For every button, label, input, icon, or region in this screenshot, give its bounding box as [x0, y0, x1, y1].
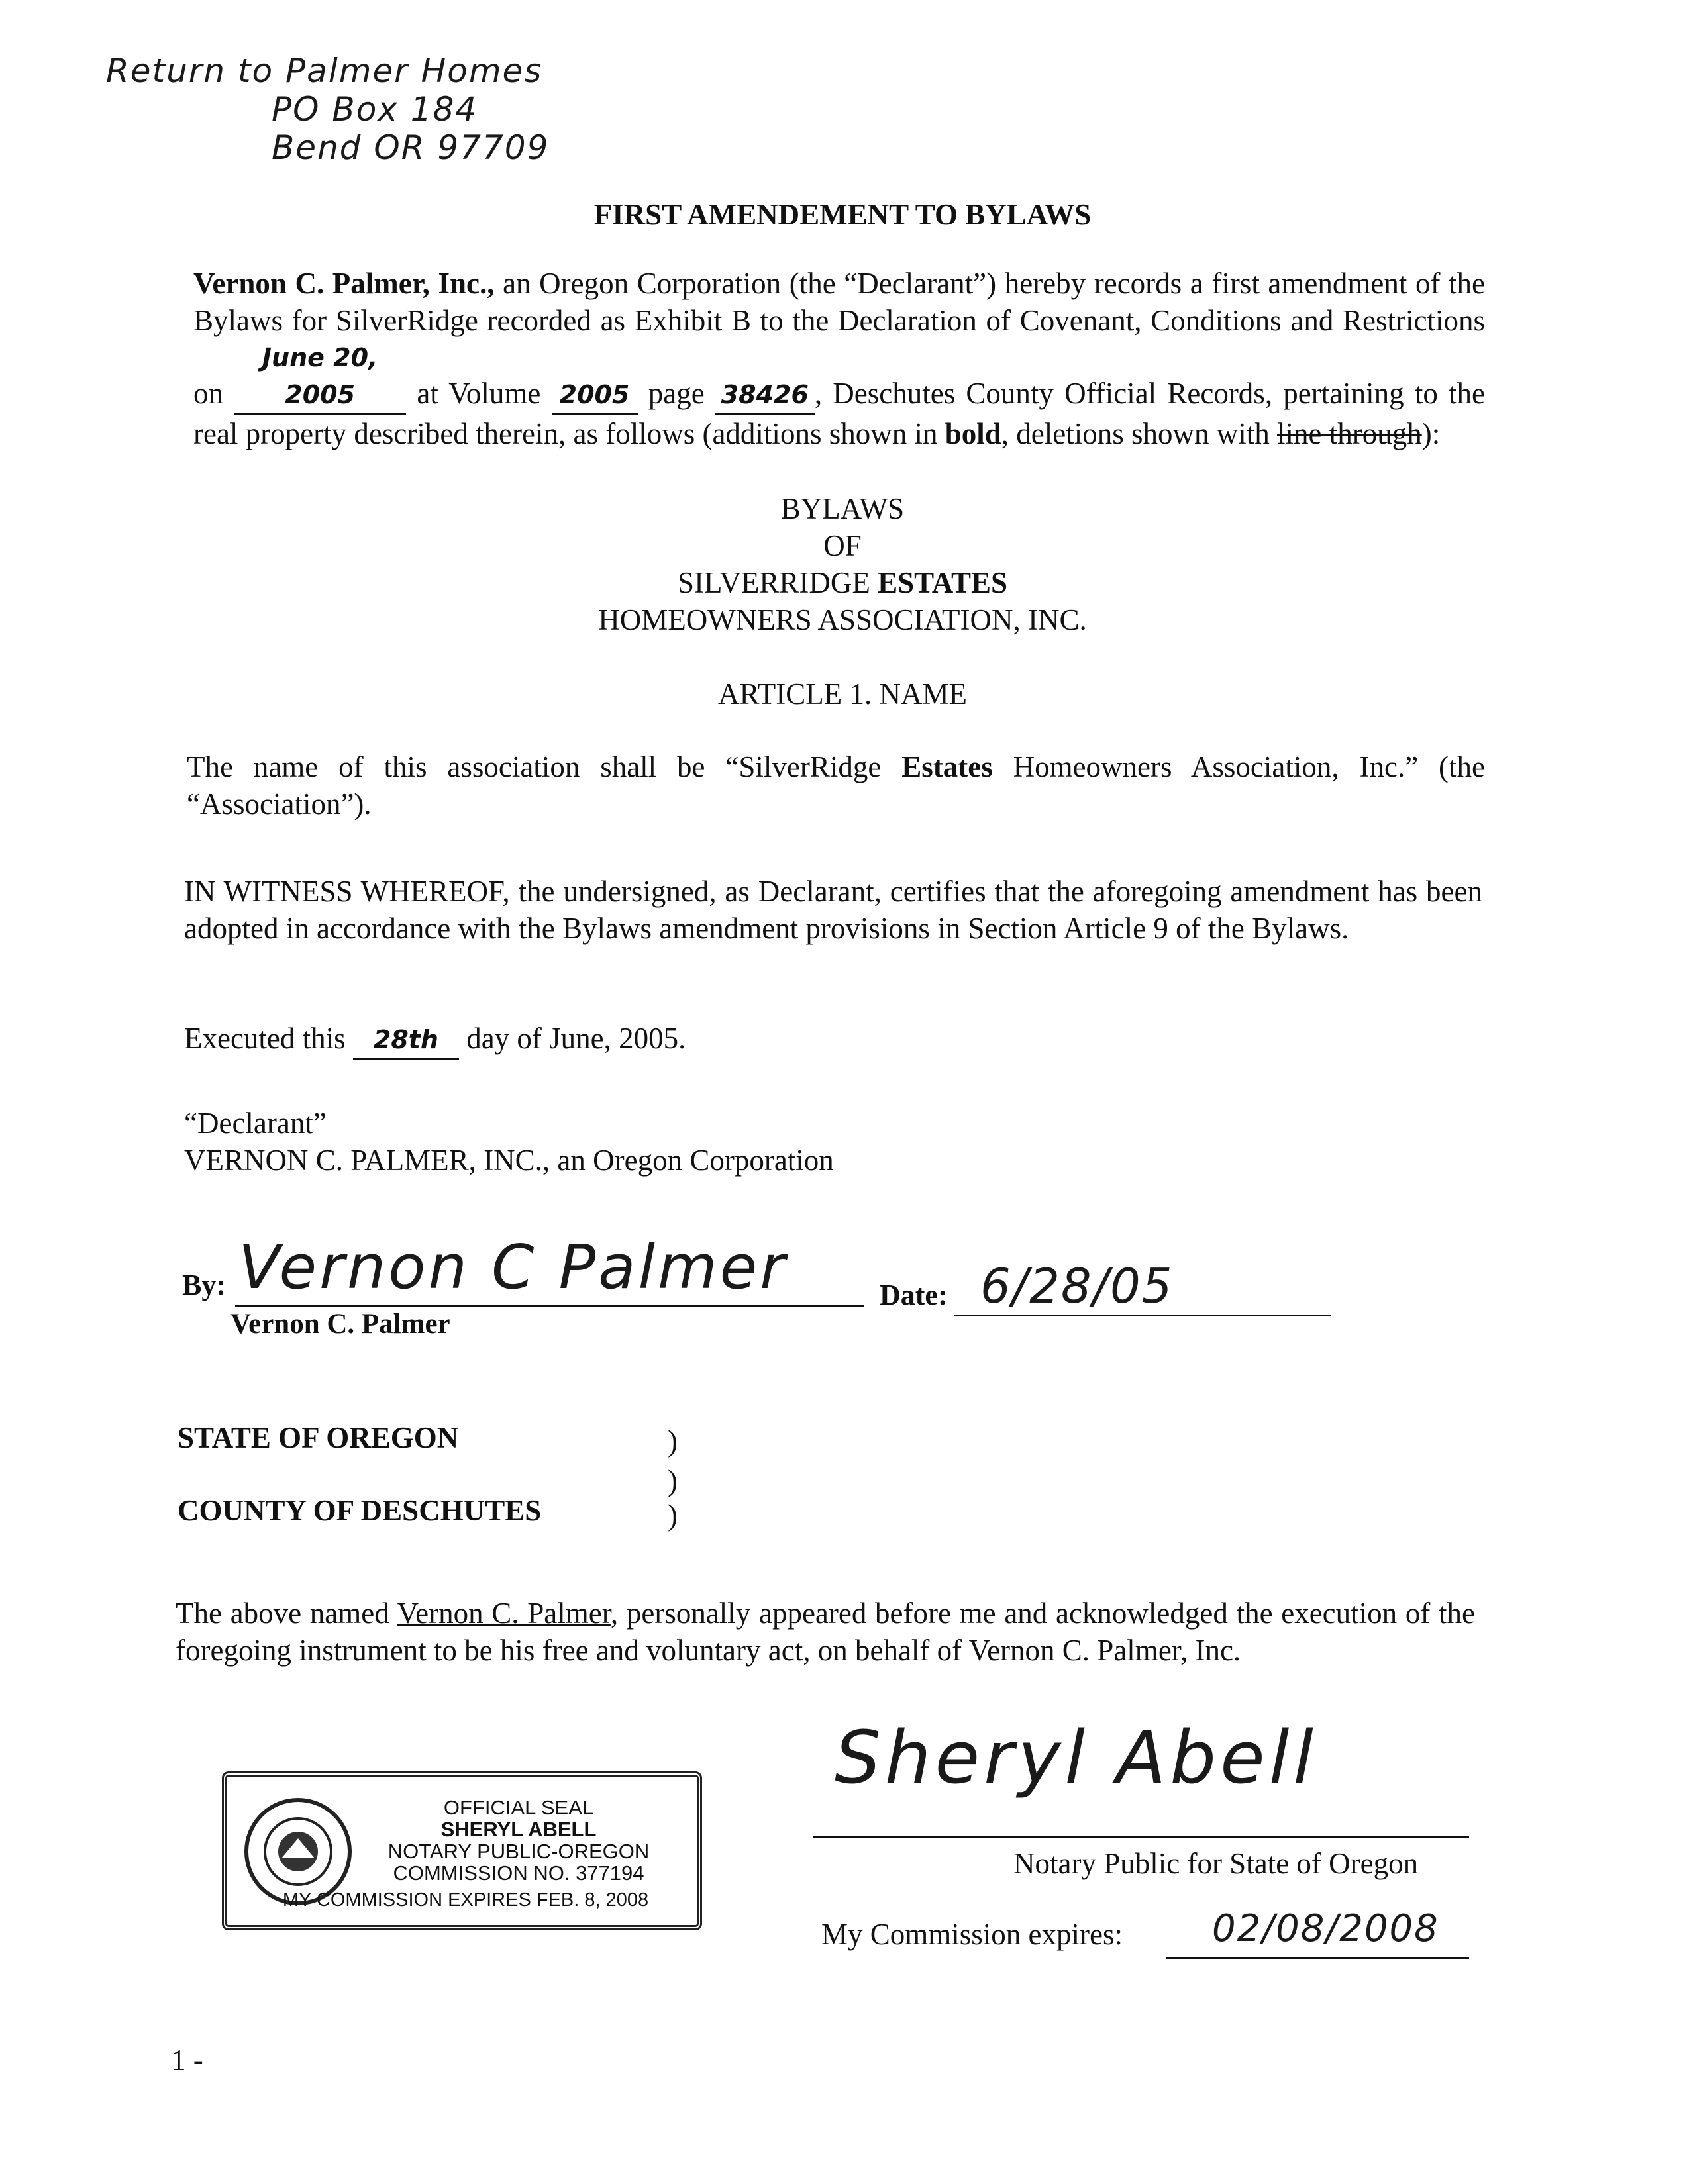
recorded-date-field: June 20, 2005	[234, 339, 406, 415]
article-text-bold: Estates	[901, 750, 993, 783]
bylaws-heading-estates: ESTATES	[878, 566, 1008, 599]
bylaws-heading-line3	[0, 564, 1685, 601]
acknowledgment-paragraph	[176, 1595, 1475, 1669]
declarant-signature: Vernon C Palmer	[238, 1232, 788, 1303]
by-signature-line	[235, 1305, 864, 1307]
seal-text-block	[350, 1797, 688, 1884]
seal-line1: OFFICIAL SEAL	[443, 1796, 594, 1819]
bylaws-heading-line4: HOMEOWNERS ASSOCIATION, INC.	[598, 603, 1087, 636]
by-label: By:	[182, 1269, 226, 1301]
return-note-line1: Return to Palmer Homes	[106, 52, 543, 90]
intro-part3: page	[637, 377, 715, 410]
declarant-block	[184, 1105, 1482, 1179]
ack-suffix: , personally appeared before me and acknowledged the execution of the foregoing instrument to be his free and voluntary act, on behalf of Vernon C. Palmer, Inc.	[176, 1597, 1475, 1667]
declarant-company: VERNON C. PALMER, INC., an Oregon Corporation	[184, 1144, 834, 1177]
executed-line	[184, 1020, 1482, 1060]
page-field: 38426	[715, 376, 815, 415]
article-text-a: The name of this association shall be “SilverRidge	[187, 750, 902, 783]
bylaws-heading	[0, 490, 1685, 638]
seal-line5: MY COMMISSION EXPIRES FEB. 8, 2008	[282, 1889, 649, 1911]
intro-paragraph	[193, 265, 1485, 452]
date-label: Date:	[880, 1279, 948, 1311]
venue-state: STATE OF OREGON	[178, 1421, 459, 1454]
ack-prefix: The above named	[176, 1597, 397, 1630]
intro-part1: an Oregon Corporation (the “Declarant”) hereby records a first amendment of the Bylaws for SilverRidge recorded as Exhibit B to the Declaration of Covenant, Conditions and Restrictions on	[193, 267, 1486, 410]
executed-suffix: day of June, 2005.	[458, 1022, 686, 1055]
signature-date-value: 6/28/05	[980, 1258, 1174, 1314]
executed-prefix: Executed this	[184, 1022, 353, 1055]
notary-title: Notary Public for State of Oregon	[1013, 1847, 1419, 1880]
document-title: FIRST AMENDEMENT TO BYLAWS	[593, 198, 1092, 231]
venue-paren-2: )	[668, 1464, 678, 1497]
intro-part4: , Deschutes County Official Records, pertaining to the real property described therein, as follows (additions shown in	[193, 377, 1486, 450]
notary-signature-line	[813, 1836, 1469, 1838]
venue-paren-3: )	[668, 1499, 678, 1532]
executed-day-field: 28th	[353, 1021, 459, 1060]
ack-name: Vernon C. Palmer	[397, 1597, 611, 1630]
bylaws-heading-line2: OF	[823, 529, 862, 562]
article-paragraph	[187, 748, 1485, 822]
bylaws-heading-silverridge: SILVERRIDGE	[677, 566, 878, 599]
return-address-note	[106, 52, 549, 167]
seal-line3: NOTARY PUBLIC-OREGON	[387, 1840, 650, 1863]
declarant-name: Vernon C. Palmer, Inc.,	[193, 267, 495, 300]
article-heading: ARTICLE 1. NAME	[717, 677, 968, 711]
seal-line2: SHERYL ABELL	[440, 1818, 597, 1841]
commission-expires-value: 02/08/2008	[1212, 1907, 1439, 1950]
date-line	[954, 1315, 1331, 1316]
notary-seal	[222, 1771, 702, 1930]
page-number: 1 -	[171, 2044, 203, 2077]
declarant-label: “Declarant”	[184, 1107, 327, 1140]
bylaws-heading-line1: BYLAWS	[780, 492, 905, 525]
volume-field: 2005	[552, 376, 638, 415]
return-note-line2: PO Box 184	[272, 90, 478, 128]
notary-signature: Sheryl Abell	[835, 1715, 1317, 1800]
bold-example: bold	[945, 417, 1001, 450]
intro-part2: at Volume	[406, 377, 552, 410]
intro-part6: ):	[1421, 417, 1441, 450]
strike-example: line through	[1277, 417, 1422, 450]
return-note-line3: Bend OR 97709	[272, 128, 550, 167]
venue-county: COUNTY OF DESCHUTES	[178, 1494, 542, 1527]
commission-expires-line	[1166, 1957, 1469, 1959]
venue-paren-1: )	[668, 1424, 678, 1458]
seal-line4: COMMISSION NO. 377194	[393, 1861, 644, 1885]
intro-part5: , deletions shown with	[1001, 417, 1278, 450]
witness-paragraph: IN WITNESS WHEREOF, the undersigned, as Declarant, certifies that the aforegoing amendment has been adopted in accordance with the Bylaws amendment provisions in Section Article 9 of the Bylaws.	[184, 875, 1482, 945]
article-text-b: Homeowners Association, Inc.” (the “Association”).	[187, 750, 1485, 820]
signer-name: Vernon C. Palmer	[230, 1309, 450, 1340]
commission-expires-label: My Commission expires:	[821, 1918, 1123, 1951]
